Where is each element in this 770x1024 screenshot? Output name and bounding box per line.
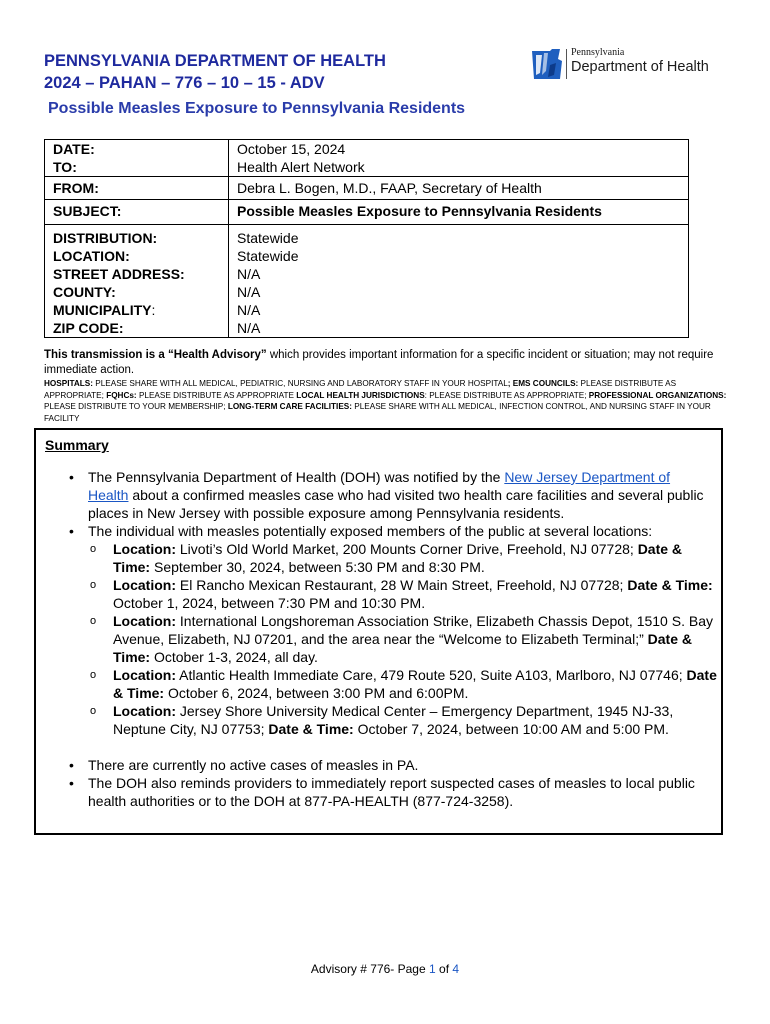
municipality-label xyxy=(53,301,220,319)
municipality-colon: : xyxy=(151,302,156,318)
date-time-label: Date & Time: xyxy=(113,631,693,665)
location-place: El Rancho Mexican Restaurant, 28 W Main Street, Freehold, NJ 07728; xyxy=(176,577,628,593)
header-department: PENNSYLVANIA DEPARTMENT OF HEALTH xyxy=(44,52,386,70)
bullet-icon: • xyxy=(69,523,74,539)
county-label: COUNTY: xyxy=(53,284,116,300)
sub-bullet-icon: o xyxy=(90,543,97,555)
professional-orgs-label: PROFESSIONAL ORGANIZATIONS: xyxy=(588,390,727,400)
street-address-label: STREET ADDRESS: xyxy=(53,266,185,282)
pa-doh-logo xyxy=(530,47,710,83)
location-label: LOCATION: xyxy=(53,248,130,264)
municipality-label-text: MUNICIPALITY xyxy=(53,302,152,318)
header-advisory-number: 2024 – PAHAN – 776 – 10 – 15 - ADV xyxy=(44,74,325,92)
summary-heading: Summary xyxy=(45,437,109,453)
date-time-label: Date & Time: xyxy=(113,667,717,701)
nj-doh-link[interactable]: New Jersey Department of Health xyxy=(88,469,671,503)
summary-item-reporting: The DOH also reminds providers to immediately report suspected cases of measles to local public health authorities or to the DOH at 877-PA-HEALTH (877-724-3258). xyxy=(88,775,695,809)
notification-text-start: The Pennsylvania Department of Health (DOH) was notified by the xyxy=(88,469,505,485)
location-time: October 1-3, 2024, all day. xyxy=(150,649,318,665)
bullet-icon: • xyxy=(69,469,74,485)
logo-department-name: Department of Health xyxy=(571,59,709,75)
info-value-cell xyxy=(229,140,689,177)
hospitals-label: HOSPITALS: xyxy=(44,379,93,388)
sub-bullet-icon: o xyxy=(90,705,97,717)
summary-item-notification xyxy=(88,468,713,522)
document-header xyxy=(44,50,386,94)
bullet-icon: • xyxy=(69,757,74,773)
keystone-state-icon xyxy=(530,47,564,81)
info-value-cell xyxy=(229,200,689,225)
table-row xyxy=(45,177,689,200)
location-place: Atlantic Health Immediate Care, 479 Route 520, Suite A103, Marlboro, NJ 07746; xyxy=(176,667,687,683)
info-value-cell xyxy=(229,225,689,338)
info-label-cell xyxy=(45,177,229,200)
location-label: Location: xyxy=(113,613,176,629)
location-label: Location: xyxy=(113,541,176,557)
subject-value: Possible Measles Exposure to Pennsylvania Residents xyxy=(237,203,602,219)
from-label: FROM: xyxy=(53,180,99,196)
distribution-label: DISTRIBUTION: xyxy=(53,230,158,246)
ems-label: ; EMS COUNCILS: xyxy=(507,379,579,388)
list-item xyxy=(113,576,717,612)
subject-label: SUBJECT: xyxy=(53,203,122,219)
footer-page-number: 1 xyxy=(429,962,436,976)
date-label: DATE: xyxy=(53,141,95,157)
professional-orgs-text: PLEASE DISTRIBUTE TO YOUR MEMBERSHIP; xyxy=(44,402,228,411)
footer-advisory: Advisory # 776- Page xyxy=(310,962,429,976)
advisory-info-table xyxy=(44,139,689,338)
zip-code-label: ZIP CODE: xyxy=(53,320,124,336)
location-time: October 6, 2024, between 3:00 PM and 6:00PM. xyxy=(164,685,469,701)
county-value: N/A xyxy=(237,284,261,300)
ltc-text: PLEASE SHARE WITH ALL MEDICAL, INFECTION CONTROL, AND NURSING STAFF IN YOUR FACILITY xyxy=(44,402,711,423)
transmission-note xyxy=(44,348,724,377)
municipality-value: N/A xyxy=(237,302,261,318)
list-item xyxy=(113,540,717,576)
location-label: Location: xyxy=(113,577,176,593)
info-label-cell xyxy=(45,200,229,225)
bullet-icon: • xyxy=(69,775,74,791)
info-value-cell xyxy=(229,177,689,200)
ems-text: PLEASE DISTRIBUTE AS APPROPRIATE; xyxy=(44,379,677,400)
transmission-type: This transmission is a “Health Advisory” xyxy=(44,349,267,361)
notification-text-end: about a confirmed measles case who had visited two health care facilities and several public places in New Jersey with possible exposure among Pennsylvania residents. xyxy=(88,487,704,521)
location-label: Location: xyxy=(113,703,176,719)
sub-bullet-icon: o xyxy=(90,615,97,627)
lhj-label: LOCAL HEALTH JURISDICTIONS xyxy=(296,390,425,400)
distribution-notice xyxy=(44,378,729,424)
fqhc-text: PLEASE DISTRIBUTE AS APPROPRIATE xyxy=(136,390,297,400)
info-label-cell xyxy=(45,140,229,177)
location-place: Livoti’s Old World Market, 200 Mounts Corner Drive, Freehold, NJ 07728; xyxy=(176,541,638,557)
list-item xyxy=(113,666,717,702)
date-time-label: Date & Time: xyxy=(627,577,713,593)
location-place: International Longshoreman Association Strike, Elizabeth Chassis Depot, 1510 S. Bay Avenue, Elizabeth, NJ 07201, and the area near the “Welcome to Elizabeth Terminal;” xyxy=(113,613,713,647)
logo-divider xyxy=(566,49,567,79)
list-item xyxy=(113,702,717,738)
transmission-description: which provides important information for a specific incident or situation; may not require immediate action. xyxy=(44,349,714,376)
hospitals-text: PLEASE SHARE WITH ALL MEDICAL, PEDIATRIC, NURSING AND LABORATORY STAFF IN YOUR HOSPITAL xyxy=(92,379,508,388)
page-footer xyxy=(0,962,770,976)
location-value: Statewide xyxy=(237,248,299,264)
lhj-text: : PLEASE DISTRIBUTE AS APPROPRIATE; xyxy=(424,390,589,400)
list-item xyxy=(113,612,717,666)
logo-state-name: Pennsylvania xyxy=(571,47,625,58)
to-label: TO: xyxy=(53,159,77,175)
sub-bullet-icon: o xyxy=(90,669,97,681)
ltc-label: LONG-TERM CARE FACILITIES: xyxy=(227,402,352,411)
location-time: October 1, 2024, between 7:30 PM and 10:30 PM. xyxy=(113,595,426,611)
to-value: Health Alert Network xyxy=(237,159,365,175)
street-address-value: N/A xyxy=(237,266,261,282)
date-time-label: Date & Time: xyxy=(113,541,683,575)
footer-page-total: 4 xyxy=(452,962,460,976)
location-place: Jersey Shore University Medical Center – Emergency Department, 1945 NJ-33, Neptune City, NJ 07753; xyxy=(113,703,674,737)
zip-code-value: N/A xyxy=(237,320,261,336)
location-label: Location: xyxy=(113,667,176,683)
info-label-cell xyxy=(45,225,229,338)
location-time: October 7, 2024, between 10:00 AM and 5:00 PM. xyxy=(353,721,669,737)
footer-of: of xyxy=(435,962,453,976)
table-row xyxy=(45,200,689,225)
sub-bullet-icon: o xyxy=(90,579,97,591)
table-row xyxy=(45,140,689,177)
from-value: Debra L. Bogen, M.D., FAAP, Secretary of Health xyxy=(237,180,542,196)
location-time: September 30, 2024, between 5:30 PM and 8:30 PM. xyxy=(150,559,485,575)
date-time-label: Date & Time: xyxy=(268,721,354,737)
table-row xyxy=(45,225,689,338)
distribution-value: Statewide xyxy=(237,230,299,246)
summary-box xyxy=(34,428,723,835)
summary-item-active-cases: There are currently no active cases of measles in PA. xyxy=(88,757,419,773)
date-value: October 15, 2024 xyxy=(237,141,346,157)
page-title: Possible Measles Exposure to Pennsylvania Residents xyxy=(48,100,466,117)
fqhc-label: FQHCs: xyxy=(106,390,137,400)
summary-item-exposure: The individual with measles potentially exposed members of the public at several locations: xyxy=(88,523,653,539)
